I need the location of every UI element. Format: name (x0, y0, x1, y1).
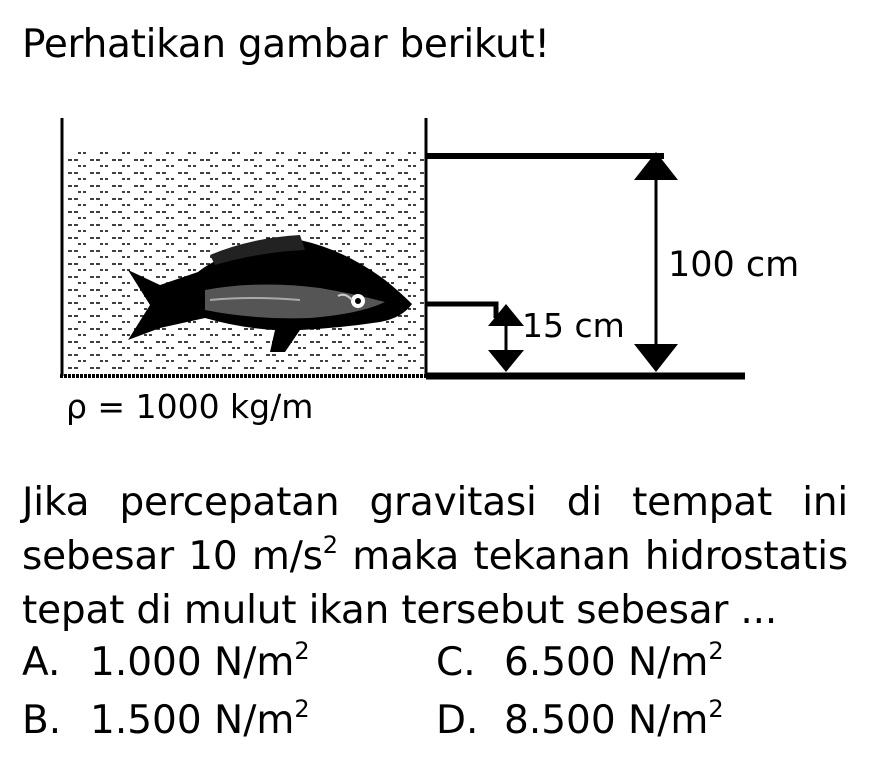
option-value: 1.000 N/m (90, 640, 295, 685)
option-a[interactable] (22, 637, 310, 685)
option-value: 1.500 N/m (90, 698, 295, 743)
fish-height-label: 15 cm (522, 306, 625, 345)
question-text (22, 476, 848, 638)
option-letter: B. (22, 698, 62, 743)
option-value: 6.500 N/m (504, 640, 709, 685)
option-letter: C. (436, 640, 476, 685)
option-letter: D. (436, 698, 479, 743)
option-exponent: 2 (294, 637, 310, 665)
question-exponent: 2 (322, 531, 338, 559)
option-c[interactable] (436, 637, 724, 685)
question-part-1: Jika percepatan gravitasi di tempat ini sebesar 10 m/s (22, 480, 848, 579)
option-d[interactable] (436, 695, 724, 743)
option-exponent: 2 (708, 637, 724, 665)
option-exponent: 2 (294, 695, 310, 723)
density-label: ρ = 1000 kg/m (66, 387, 314, 426)
total-height-label: 100 cm (668, 245, 800, 285)
intro-text: Perhatikan gambar berikut! (22, 22, 550, 67)
height-15-arrow (488, 304, 524, 372)
question-part-2: maka tekanan hidrostatis tepat di mulut ikan tersebut sebesar ... (22, 534, 848, 633)
option-letter: A. (22, 640, 61, 685)
fish-mouth-level-line (426, 304, 496, 318)
option-value: 8.500 N/m (504, 698, 709, 743)
option-exponent: 2 (708, 695, 724, 723)
option-b[interactable] (22, 695, 310, 743)
